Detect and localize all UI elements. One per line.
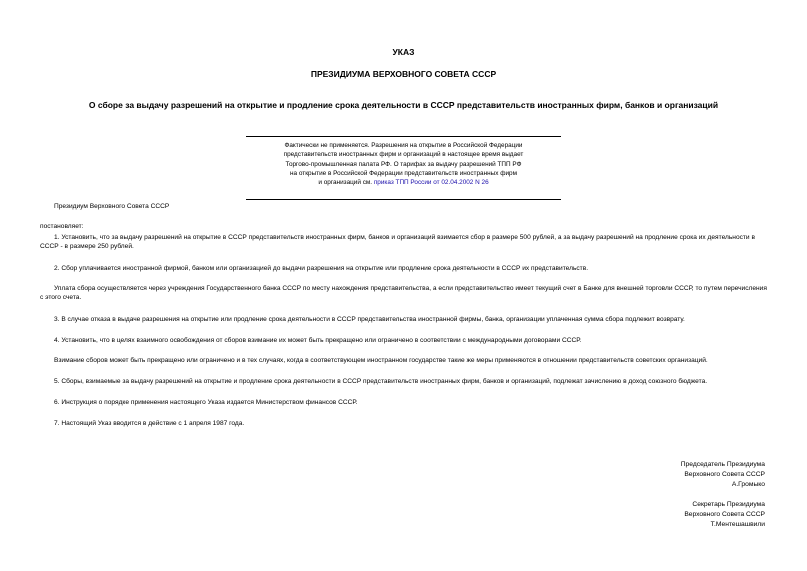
note-line-prefix: и организаций см. xyxy=(318,179,374,187)
paragraph-4-continued: Взимание сборов может быть прекращено или ограничено и в тех случаях, когда в соответствующем иностранном государстве такие же меры применяются в отношении представительств советских организаций. xyxy=(54,357,708,364)
paragraph-2-continued: Уплата сбора осуществляется через учреждения Государственного банка СССР по месту нахождения представительства, а если представительство имеет текущий счет в Банке для внешней торговли СССР, то путем перечисления с этого счета. xyxy=(40,285,767,301)
document-title: УКАЗ xyxy=(392,47,415,57)
signature-position: Секретарь Президиума xyxy=(692,501,765,508)
note-line xyxy=(246,178,561,187)
note-line: Торгово-промышленная палата РФ. О тарифах за выдачу разрешений ТПП РФ xyxy=(285,160,522,168)
note-line: Фактически не применяется. Разрешения на открытие в Российской Федерации xyxy=(284,142,523,149)
note-line: на открытие в Российской Федерации представительств иностранных фирм xyxy=(290,169,517,177)
note-line: представительств иностранных фирм и организаций в настоящее время выдает xyxy=(283,151,524,159)
signature-chairman xyxy=(681,460,765,489)
document-subject: О сборе за выдачу разрешений на открытие и продление срока деятельности в СССР представительств иностранных фирм, банков и организаций xyxy=(88,100,719,110)
document-issuer: ПРЕЗИДИУМА ВЕРХОВНОГО СОВЕТА СССР xyxy=(310,69,497,79)
paragraph-6: 6. Инструкция о порядке применения настоящего Указа издается Министерством финансов СССР. xyxy=(54,399,358,406)
paragraph-7: 7. Настоящий Указ вводится в действие с 1 апреля 1987 года. xyxy=(54,420,245,427)
signature-position: Председатель Президиума xyxy=(680,461,765,468)
presidium-line: Президиум Верховного Совета СССР xyxy=(54,203,170,210)
paragraph-3: 3. В случае отказа в выдаче разрешения на открытие или продление срока деятельности в СССР представительства иностранной фирмы, банка, организации уплаченная сумма сбора подлежит возврату. xyxy=(54,316,685,323)
signature-position: Верховного Совета СССР xyxy=(684,510,765,518)
signature-name: Т.Ментешашвили xyxy=(710,520,765,528)
signature-position: Верховного Совета СССР xyxy=(684,470,765,478)
order-link[interactable]: приказ ТПП России от 02.04.2002 N 26 xyxy=(373,179,489,187)
paragraph-2: 2. Сбор уплачивается иностранной фирмой, банком или организацией до выдачи разрешения на открытие или продление срока деятельности в СССР их представительств. xyxy=(54,265,589,272)
paragraph-5: 5. Сборы, взимаемые за выдачу разрешений на открытие и продление срока деятельности в СССР представительств иностранных фирм, банков и организаций, подлежат зачислению в доход союзного бюджета. xyxy=(54,378,708,385)
signature-name: А.Громыко xyxy=(731,480,765,488)
decrees-line: постановляет: xyxy=(40,223,84,230)
signature-secretary xyxy=(684,500,765,529)
paragraph-4: 4. Установить, что в целях взаимного освобождения от сборов взимание их может быть прекращено или ограничено в соответствии с международными договорами СССР. xyxy=(54,337,582,344)
editorial-note xyxy=(246,136,561,200)
paragraph-1: 1. Установить, что за выдачу разрешений на открытие в СССР представительств иностранных фирм, банков и организаций взимается сбор в размере 500 рублей, а за выдачу разрешений на продление срока их деятельности в СССР - в размере 250 рублей. xyxy=(40,234,755,250)
